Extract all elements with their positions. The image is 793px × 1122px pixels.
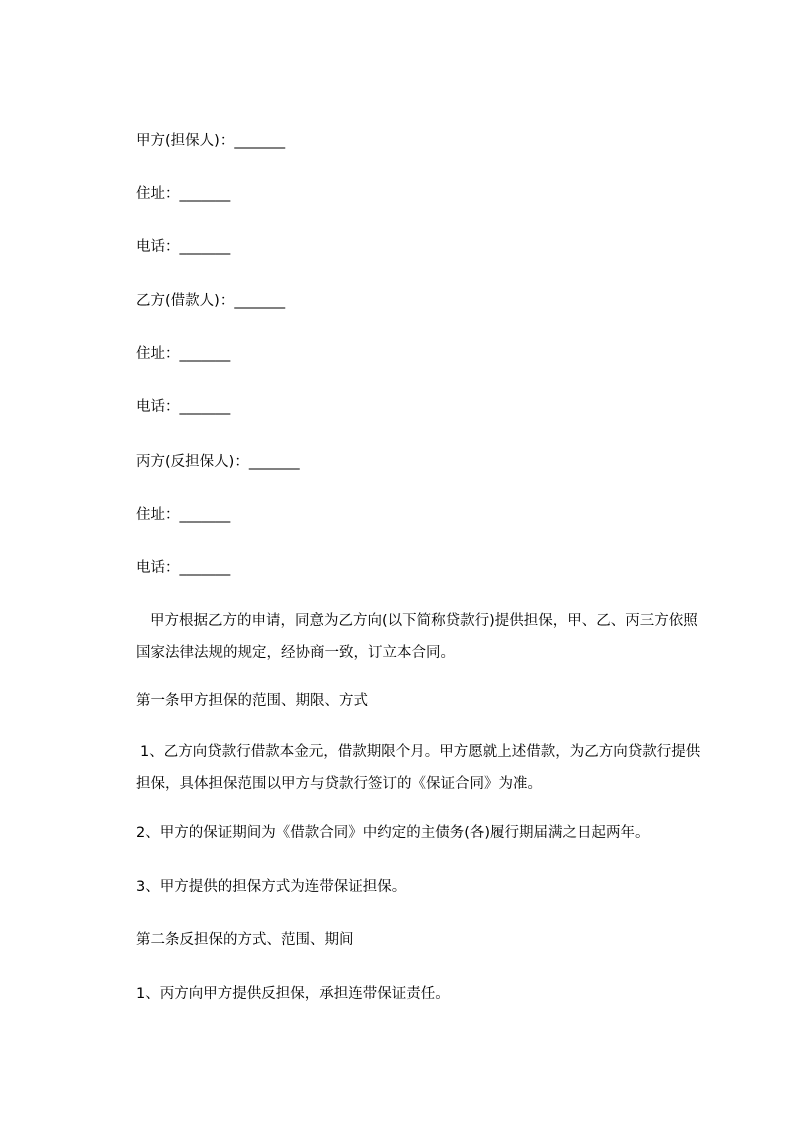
party-a-address: 住址：_______ [136, 186, 231, 202]
article-1-clause-2: 2、甲方的保证期间为《借款合同》中约定的主债务(各)履行期届满之日起两年。 [136, 825, 650, 841]
party-b-phone: 电话：_______ [136, 399, 231, 415]
article-2-clause-1: 1、丙方向甲方提供反担保，承担连带保证责任。 [136, 986, 450, 1002]
party-a-phone: 电话：_______ [136, 239, 231, 255]
party-c-address: 住址：_______ [136, 507, 231, 523]
party-b-address: 住址：_______ [136, 346, 231, 362]
article-2-heading: 第二条反担保的方式、范围、期间 [136, 932, 354, 948]
preamble-paragraph: 甲方根据乙方的申请，同意为乙方向(以下简称贷款行)提供担保，甲、乙、丙三方依照国家法律法规的规定，经协商一致，订立本合同。 [136, 613, 698, 661]
party-c-line: 丙方(反担保人)：_______ [136, 454, 300, 470]
article-1-clause-3: 3、甲方提供的担保方式为连带保证担保。 [136, 879, 407, 895]
party-b-line: 乙方(借款人)：_______ [136, 293, 286, 309]
article-1-clause-1: 1、乙方向贷款行借款本金元，借款期限个月。甲方愿就上述借款，为乙方向贷款行提供担保，具体担保范围以甲方与贷款行签订的《保证合同》为准。 [136, 744, 701, 792]
article-1-heading: 第一条甲方担保的范围、期限、方式 [136, 693, 368, 709]
party-c-phone: 电话：_______ [136, 560, 231, 576]
party-a-line: 甲方(担保人)：_______ [136, 133, 286, 149]
